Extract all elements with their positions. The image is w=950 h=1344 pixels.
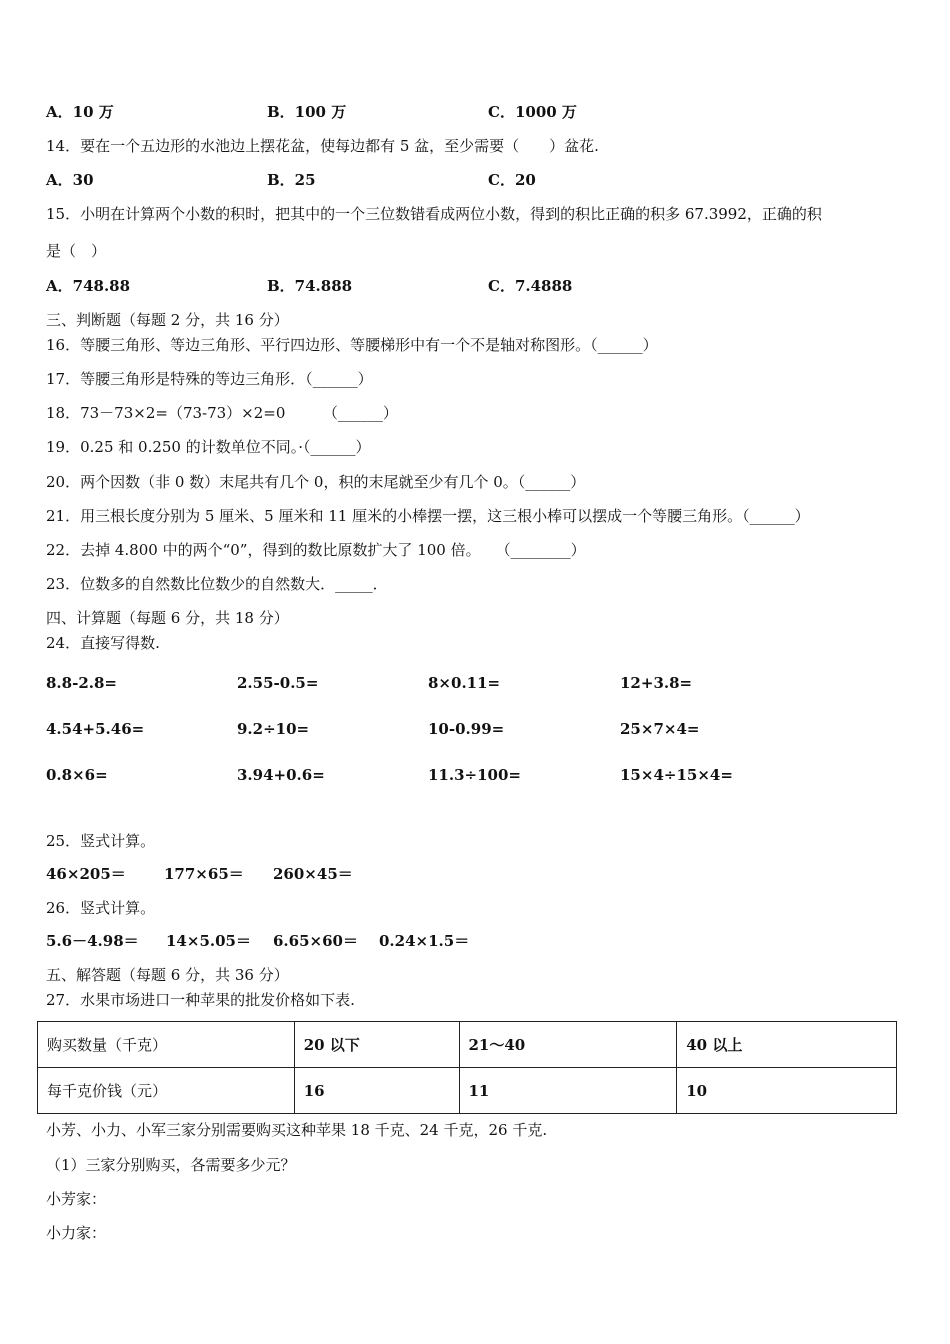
q13-option-a: A．10 万 — [46, 103, 114, 121]
q26-item: 0.24×1.5＝ — [379, 932, 470, 950]
q14-option-a: A．30 — [46, 171, 94, 189]
q25-item: 46×205＝ — [46, 865, 126, 883]
table-cell: 16 — [294, 1068, 459, 1114]
calc-item: 9.2÷10= — [237, 720, 310, 738]
calc-item: 4.54+5.46= — [46, 720, 145, 738]
q26-item: 14×5.05＝ — [166, 932, 251, 950]
q27-xiaofang: 小芳家： — [46, 1190, 107, 1208]
table-cell: 购买数量（千克） — [38, 1022, 295, 1068]
q25-title: 25．竖式计算。 — [46, 832, 156, 850]
q19: 19．0.25 和 0.250 的计数单位不同。·（______） — [46, 438, 371, 456]
q13-option-b: B．100 万 — [267, 103, 347, 121]
q15-question-line1: 15．小明在计算两个小数的积时，把其中的一个三位数错看成两位小数，得到的积比正确的积多 67.3992，正确的积 — [46, 205, 822, 223]
q15-question-line2: 是（ ） — [46, 242, 107, 260]
price-table — [37, 1021, 897, 1114]
q26-item: 6.65×60＝ — [273, 932, 358, 950]
q14-question: 14．要在一个五边形的水池边上摆花盆，使每边都有 5 盆，至少需要（ ）盆花. — [46, 137, 599, 155]
q22: 22．去掉 4.800 中的两个“0”，得到的数比原数扩大了 100 倍。 （________） — [46, 541, 586, 559]
calc-item: 8.8-2.8= — [46, 674, 117, 692]
table-cell: 11 — [459, 1068, 677, 1114]
q20: 20．两个因数（非 0 数）末尾共有几个 0，积的末尾就至少有几个 0。（______） — [46, 473, 586, 491]
calc-item: 8×0.11= — [428, 674, 501, 692]
q25-item: 260×45＝ — [273, 865, 353, 883]
q13-option-c: C．1000 万 — [488, 103, 577, 121]
q26-item: 5.6－4.98＝ — [46, 932, 139, 950]
calc-item: 0.8×6= — [46, 766, 108, 784]
table-cell: 10 — [677, 1068, 897, 1114]
calc-item: 3.94+0.6= — [237, 766, 325, 784]
q21: 21．用三根长度分别为 5 厘米、5 厘米和 11 厘米的小棒摆一摆，这三根小棒可以摆成一个等腰三角形。（______） — [46, 507, 810, 525]
table-cell: 40 以上 — [677, 1022, 897, 1068]
q24-title: 24．直接写得数. — [46, 634, 160, 652]
q27-xiaoli: 小力家： — [46, 1224, 107, 1242]
section4-title: 四、计算题（每题 6 分，共 18 分） — [46, 609, 289, 627]
q26-title: 26．竖式计算。 — [46, 899, 156, 917]
table-row — [38, 1068, 897, 1114]
q23: 23．位数多的自然数比位数少的自然数大．_____． — [46, 575, 388, 593]
calc-item: 12+3.8= — [620, 674, 693, 692]
calc-item: 2.55-0.5= — [237, 674, 319, 692]
q27-sub1: （1）三家分别购买，各需要多少元？ — [46, 1156, 296, 1174]
table-row — [38, 1022, 897, 1068]
section5-title: 五、解答题（每题 6 分，共 36 分） — [46, 966, 289, 984]
calc-item: 15×4÷15×4= — [620, 766, 733, 784]
calc-item: 11.3÷100= — [428, 766, 521, 784]
q27-text: 小芳、小力、小军三家分别需要购买这种苹果 18 千克、24 千克，26 千克. — [46, 1121, 548, 1139]
calc-item: 25×7×4= — [620, 720, 700, 738]
q15-option-a: A．748.88 — [46, 277, 131, 295]
q17: 17．等腰三角形是特殊的等边三角形．（______） — [46, 370, 373, 388]
q27-title: 27．水果市场进口一种苹果的批发价格如下表. — [46, 991, 355, 1009]
calc-item: 10-0.99= — [428, 720, 505, 738]
q14-option-c: C．20 — [488, 171, 536, 189]
q15-option-c: C．7.4888 — [488, 277, 573, 295]
q16: 16．等腰三角形、等边三角形、平行四边形、等腰梯形中有一个不是轴对称图形。（______） — [46, 336, 658, 354]
q18: 18．73－73×2=（73-73）×2=0 （______） — [46, 404, 398, 422]
q25-item: 177×65＝ — [164, 865, 244, 883]
q14-option-b: B．25 — [267, 171, 316, 189]
table-cell: 21～40 — [459, 1022, 677, 1068]
table-cell: 20 以下 — [294, 1022, 459, 1068]
q15-option-b: B．74.888 — [267, 277, 353, 295]
section3-title: 三、判断题（每题 2 分，共 16 分） — [46, 311, 289, 329]
table-cell: 每千克价钱（元） — [38, 1068, 295, 1114]
